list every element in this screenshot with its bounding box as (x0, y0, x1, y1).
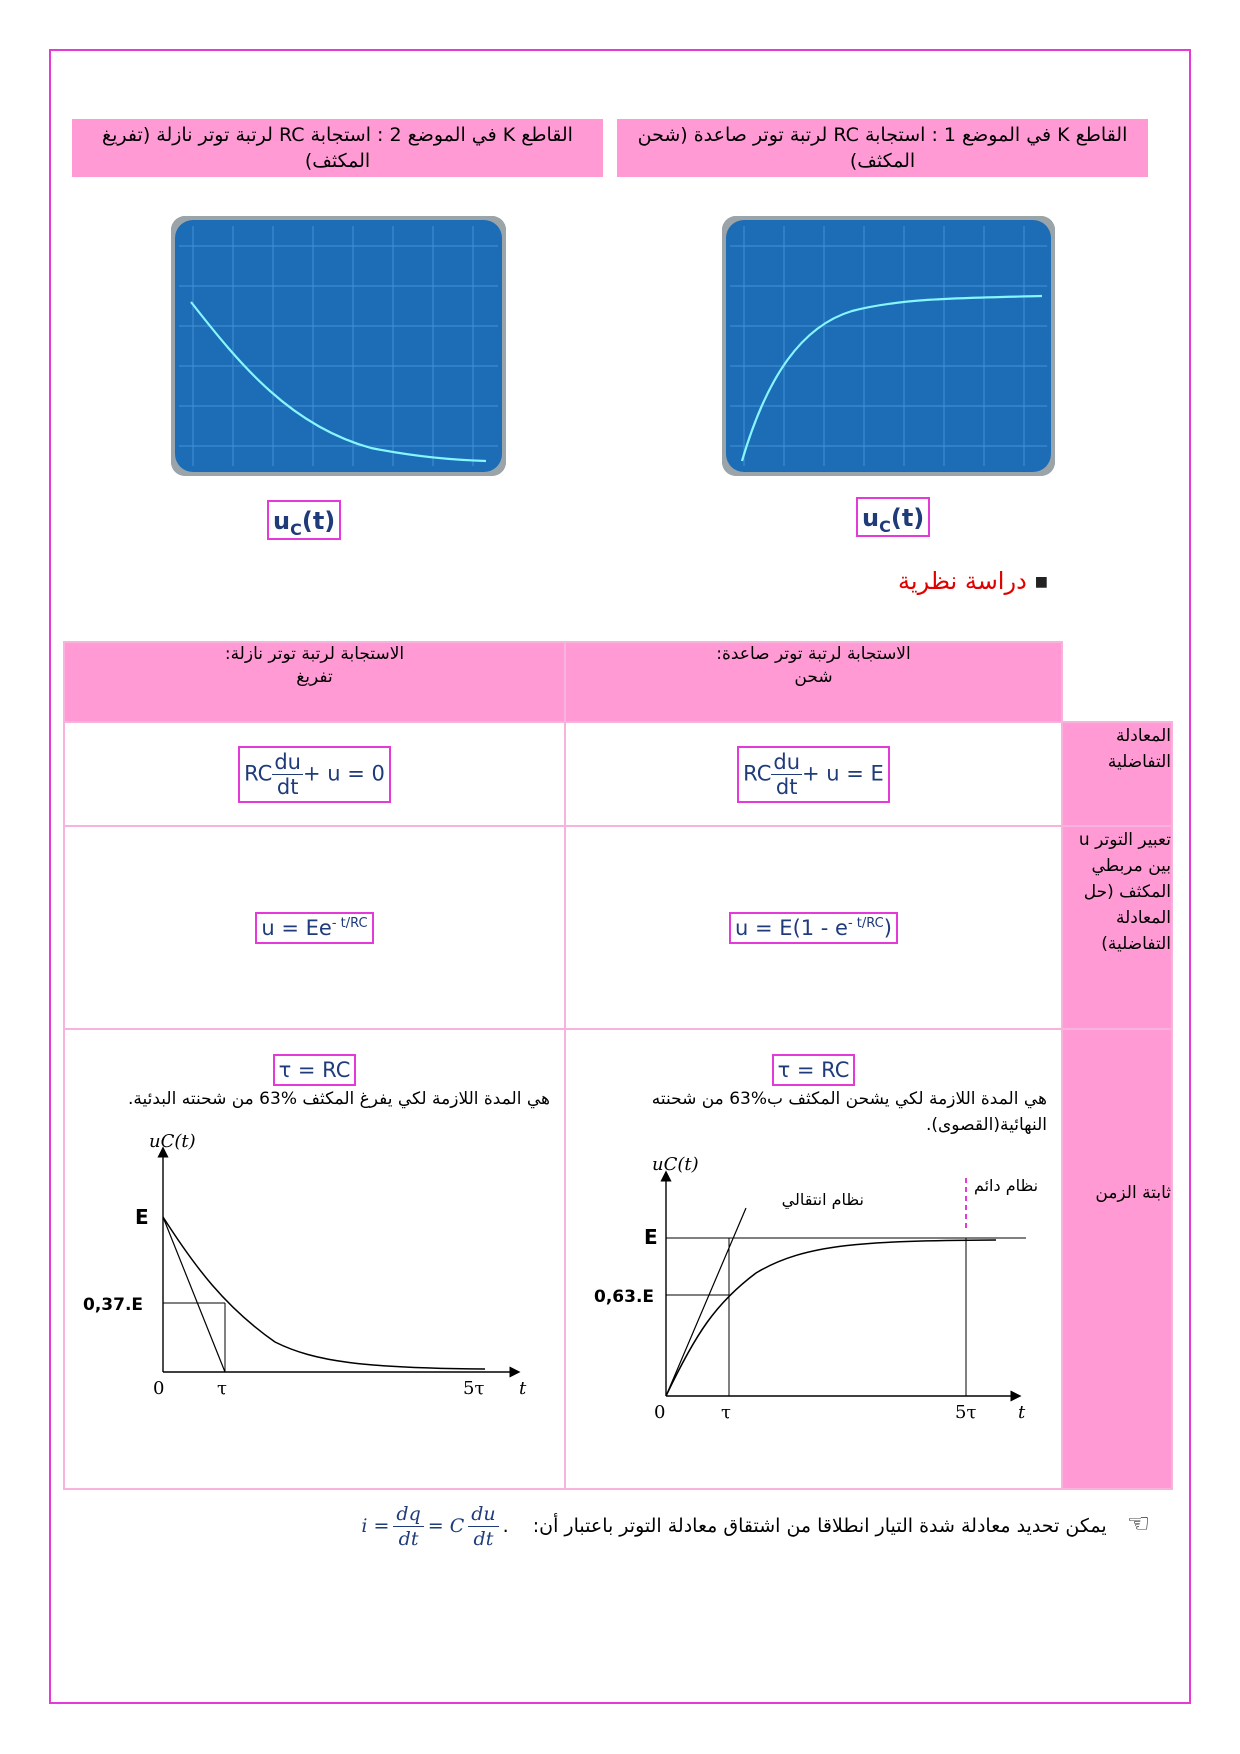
current-note (200, 1502, 1150, 1551)
header-charge (617, 119, 1148, 177)
tau-desc-discharge: هي المدة اللازمة لكي يفرغ المكثف %63 من شحنته البدئية. (127, 1089, 550, 1109)
sol-discharge-cell (64, 826, 565, 1029)
uc-main: u (862, 504, 880, 532)
row-label-diff-eq (1062, 722, 1172, 826)
sol-exp: - t/RC (847, 915, 884, 931)
tau-discharge-cell (64, 1029, 565, 1489)
eq-charge-cell (565, 722, 1062, 826)
charge-origin: 0 (654, 1402, 666, 1423)
graph-charge (566, 1148, 1059, 1448)
sol-charge (729, 912, 898, 944)
eq-den: dt (775, 774, 798, 799)
tau-eq-charge: τ = RC (772, 1054, 856, 1086)
uc-label-charge (856, 497, 930, 537)
discharge-E: E (135, 1205, 149, 1229)
col-head-charge (565, 642, 1062, 722)
formula-dt1: dt (398, 1528, 419, 1550)
charge-tau: τ (721, 1402, 731, 1423)
eq-post: + u = 0 (302, 761, 385, 785)
tau-desc-charge: هي المدة اللازمة لكي يشحن المكثف ب%63 من شحنته النهائية(القصوى). (651, 1089, 1047, 1135)
eq-post: + u = E (802, 761, 884, 785)
row2-label-text: تعبير التوتر u بين مربطي المكثف (حل المعادلة التفاضلية) (1078, 830, 1171, 954)
discharge-origin: 0 (153, 1378, 165, 1399)
col-head-discharge (64, 642, 565, 722)
col-head-charge-line2: شحن (794, 667, 833, 687)
tau-eq-discharge: τ = RC (273, 1054, 357, 1086)
row1-label-text: المعادلة التفاضلية (1107, 726, 1171, 772)
theory-table (63, 641, 1173, 1490)
formula-dt2: dt (473, 1528, 494, 1550)
header-charge-text: القاطع K في الموضع 1 : استجابة RC لرتبة توتر صاعدة (شحن المكثف) (637, 124, 1128, 172)
formula-end: . (502, 1515, 509, 1537)
uc-sub: C (879, 516, 891, 536)
formula-dq: dq (393, 1502, 423, 1527)
row-label-tau (1062, 1029, 1172, 1489)
formula-c: = C (427, 1515, 465, 1537)
eq-discharge (238, 746, 391, 803)
charge-E: E (644, 1225, 658, 1249)
charge-level: 0,63.E (594, 1287, 655, 1307)
discharge-tau: τ (217, 1378, 227, 1399)
charge-5tau: 5τ (955, 1402, 977, 1423)
formula-du: du (468, 1502, 498, 1527)
uc-sub: C (290, 519, 302, 539)
sol-post: ) (883, 915, 892, 940)
sol-pre: u = Ee (261, 915, 332, 940)
uc-arg: (t) (890, 504, 925, 532)
current-formula (361, 1502, 508, 1551)
uc-main: u (273, 507, 291, 535)
eq-pre: RC (244, 761, 273, 785)
col-head-charge-line1: الاستجابة لرتبة توتر صاعدة: (716, 644, 911, 664)
discharge-ylabel: uC(t) (149, 1131, 196, 1152)
charge-xlabel: t (1018, 1402, 1026, 1423)
eq-charge (737, 746, 890, 803)
graph-discharge (65, 1122, 562, 1422)
eq-pre: RC (743, 761, 772, 785)
corner-empty (1062, 642, 1172, 722)
transient-label: نظام انتقالي (781, 1190, 864, 1209)
square-bullet-icon: ■ (1034, 574, 1048, 590)
header-discharge (72, 119, 603, 177)
formula-i: i = (361, 1515, 390, 1537)
uc-arg: (t) (301, 507, 336, 535)
section-title (888, 567, 1048, 595)
eq-num: du (773, 749, 801, 774)
eq-discharge-cell (64, 722, 565, 826)
tau-charge-cell (565, 1029, 1062, 1489)
oscilloscope-discharge (171, 216, 506, 476)
charge-ylabel: uC(t) (652, 1154, 699, 1175)
header-discharge-text: القاطع K في الموضع 2 : استجابة RC لرتبة توتر نازلة (تفريغ المكثف) (102, 124, 573, 172)
row3-label-text: ثابتة الزمن (1095, 1183, 1171, 1203)
discharge-xlabel: t (519, 1378, 527, 1399)
sol-charge-cell (565, 826, 1062, 1029)
col-head-discharge-line1: الاستجابة لرتبة توتر نازلة: (224, 644, 405, 664)
sol-exp: - t/RC (331, 915, 368, 931)
eq-den: dt (276, 774, 299, 799)
discharge-5tau: 5τ (463, 1378, 485, 1399)
hand-pointing-icon: ☜ (1126, 1509, 1150, 1539)
sol-pre: u = E(1 - e (735, 915, 848, 940)
uc-label-discharge (267, 500, 341, 540)
row-label-solution (1062, 826, 1172, 1029)
sol-discharge (255, 912, 373, 944)
discharge-level: 0,37.E (83, 1295, 144, 1315)
steady-label: نظام دائم (973, 1176, 1039, 1195)
eq-num: du (274, 749, 301, 774)
oscilloscope-charge (722, 216, 1055, 476)
note-text: يمكن تحديد معادلة شدة التيار انطلاقا من اشتقاق معادلة التوتر باعتبار أن: (532, 1515, 1107, 1537)
col-head-discharge-line2: تفريغ (296, 667, 333, 687)
section-title-text: دراسة نظرية (898, 567, 1027, 595)
